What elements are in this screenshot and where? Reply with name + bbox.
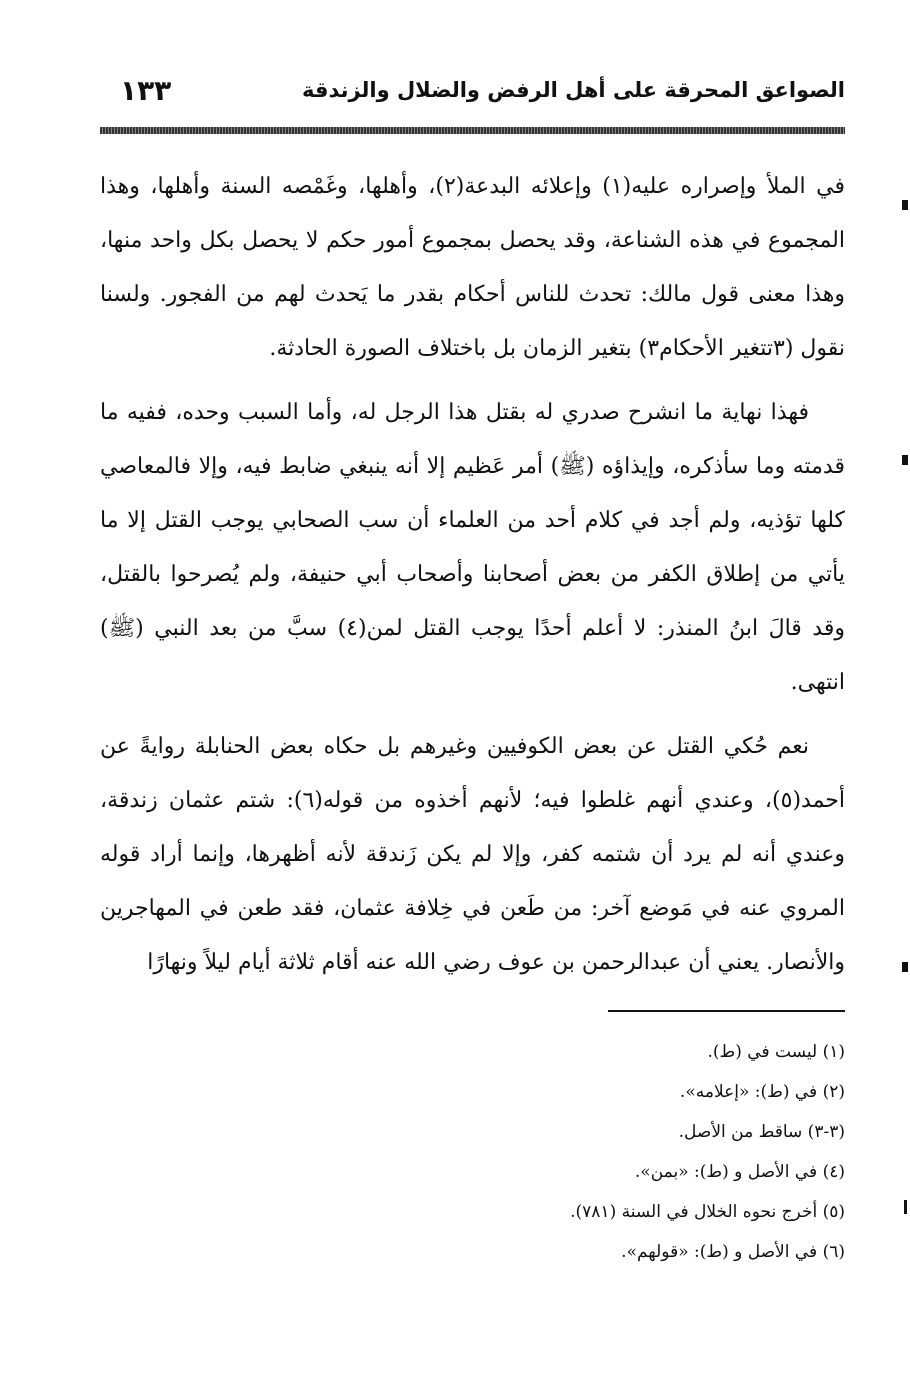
footnote-5: (٥) أخرج نحوه الخلال في السنة (٧٨١).: [570, 1202, 845, 1222]
scan-mark: [902, 962, 908, 972]
paragraph-2: فهذا نهاية ما انشرح صدري له بقتل هذا الرجل له، وأما السبب وحده، ففيه ما قدمته وما سأذكره، وإيذاؤه (ﷺ) أمر عَظيم إلا أنه ينبغي ضابط فيه، وإلا فالمعاصي كلها تؤذيه، ولم أجد في كلام أحد من العلماء أن سب الصحابي يوجب القتل إلا ما يأتي من إطلاق الكفر من بعض أصحابنا وأصحاب أبي حنيفة، ولم يُصرحوا بالقتل، وقد قالَ ابنُ المنذر: لا أعلم أحدًا يوجب القتل لمن(٤) سبَّ من بعد النبي (ﷺ) انتهى.: [100, 400, 846, 695]
main-text: [100, 160, 845, 1000]
paragraph-1: في الملأ وإصراره عليه(١) وإعلائه البدعة(٢)، وأهلها، وغَمْصه السنة وأهلها، وهذا المجموع في هذه الشناعة، وقد يحصل بمجموع أمور حكم لا يحصل بكل واحد منها، وهذا معنى قول مالك: تحدث للناس أحكام بقدر ما يَحدث لهم من الفجور. ولسنا نقول (٣تتغير الأحكام٣) بتغير الزمان بل باختلاف الصورة الحادثة.: [100, 174, 845, 361]
scan-mark: [902, 200, 908, 210]
footnote-separator: [608, 1010, 845, 1012]
footnotes: [345, 1032, 845, 1272]
scan-mark: [904, 1200, 907, 1214]
footnote-6: (٦) في الأصل و (ط): «قولهم».: [621, 1242, 845, 1262]
header-rule: [100, 127, 845, 134]
paragraph-3: نعم حُكي القتل عن بعض الكوفيين وغيرهم بل حكاه بعض الحنابلة روايةً عن أحمد(٥)، وعندي أنهم غلطوا فيه؛ لأنهم أخذوه من قوله(٦): شتم عثمان زندقة، وعندي أنه لم يرد أن شتمه كفر، وإلا لم يكن زَندقة لأنه أظهرها، وإنما أراد قوله المروي عنه في مَوضع آخر: من طَعن في خِلافة عثمان، فقد طعن في المهاجرين والأنصار. يعني أن عبدالرحمن بن عوف رضي الله عنه أقام ثلاثة أيام ليلاً ونهارًا: [100, 734, 845, 975]
page-number: ١٣٣: [120, 74, 172, 107]
scan-mark: [902, 455, 908, 465]
running-title: الصواعق المحرقة على أهل الرفض والضلال والزندقة: [301, 78, 845, 102]
page-header: [100, 70, 845, 120]
footnote-3: (٣-٣) ساقط من الأصل.: [678, 1122, 845, 1142]
footnote-2: (٢) في (ط): «إعلامه».: [679, 1082, 845, 1102]
footnote-4: (٤) في الأصل و (ط): «بمن».: [634, 1162, 845, 1182]
footnote-1: (١) ليست في (ط).: [707, 1042, 845, 1062]
